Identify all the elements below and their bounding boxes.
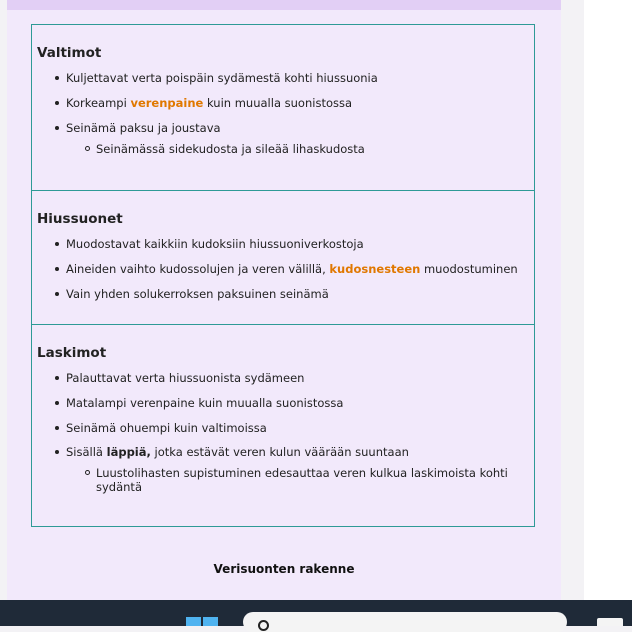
list-item <box>66 262 518 276</box>
section-valtimot <box>32 25 534 191</box>
section-title-valtimot: Valtimot <box>37 45 102 61</box>
sub-list-item: Seinämässä sidekudosta ja sileää lihaskudosta <box>96 142 516 156</box>
list-item-text: kuin muualla suonistossa <box>203 96 353 110</box>
section-title-hiussuonet: Hiussuonet <box>37 211 123 227</box>
list-item: Seinämä ohuempi kuin valtimoissa <box>66 421 267 435</box>
list-item-text: Aineiden vaihto kudossolujen ja veren välillä, <box>66 262 330 276</box>
highlight-term: verenpaine <box>130 96 204 110</box>
section-hiussuonet <box>32 191 534 325</box>
bold-term: läppiä, <box>106 445 151 459</box>
section-laskimot <box>32 325 534 528</box>
taskbar-search-input[interactable] <box>243 612 567 632</box>
window-gutter <box>561 0 584 600</box>
side-panel <box>584 0 632 600</box>
list-item <box>66 445 409 459</box>
tray-app-icon[interactable] <box>597 618 623 626</box>
list-item <box>66 96 352 110</box>
list-item: Vain yhden solukerroksen paksuinen seinämä <box>66 287 329 301</box>
list-item-text: Korkeampi <box>66 96 131 110</box>
page-top-band <box>7 0 561 10</box>
list-item: Muodostavat kaikkiin kudoksiin hiussuoniverkostoja <box>66 237 364 251</box>
list-item-text: Sisällä <box>66 445 107 459</box>
highlight-term: kudosnesteen <box>329 262 421 276</box>
windows-start-icon[interactable] <box>186 617 219 626</box>
list-item: Seinämä paksu ja joustava <box>66 121 221 135</box>
list-item: Palauttavat verta hiussuonista sydämeen <box>66 371 305 385</box>
sub-list-item: Luustolihasten supistuminen edesauttaa veren kulkua laskimoista kohti sydäntä <box>96 466 516 494</box>
figure-caption: Verisuonten rakenne <box>213 562 355 576</box>
list-item-text: muodostuminen <box>420 262 518 276</box>
section-title-laskimot: Laskimot <box>37 345 107 361</box>
slide-page <box>7 0 561 600</box>
list-item-text: jotka estävät veren kulun väärään suuntaan <box>150 445 409 459</box>
vessel-table <box>31 24 535 527</box>
list-item: Matalampi verenpaine kuin muualla suonistossa <box>66 396 344 410</box>
list-item: Kuljettavat verta poispäin sydämestä kohti hiussuonia <box>66 71 378 85</box>
